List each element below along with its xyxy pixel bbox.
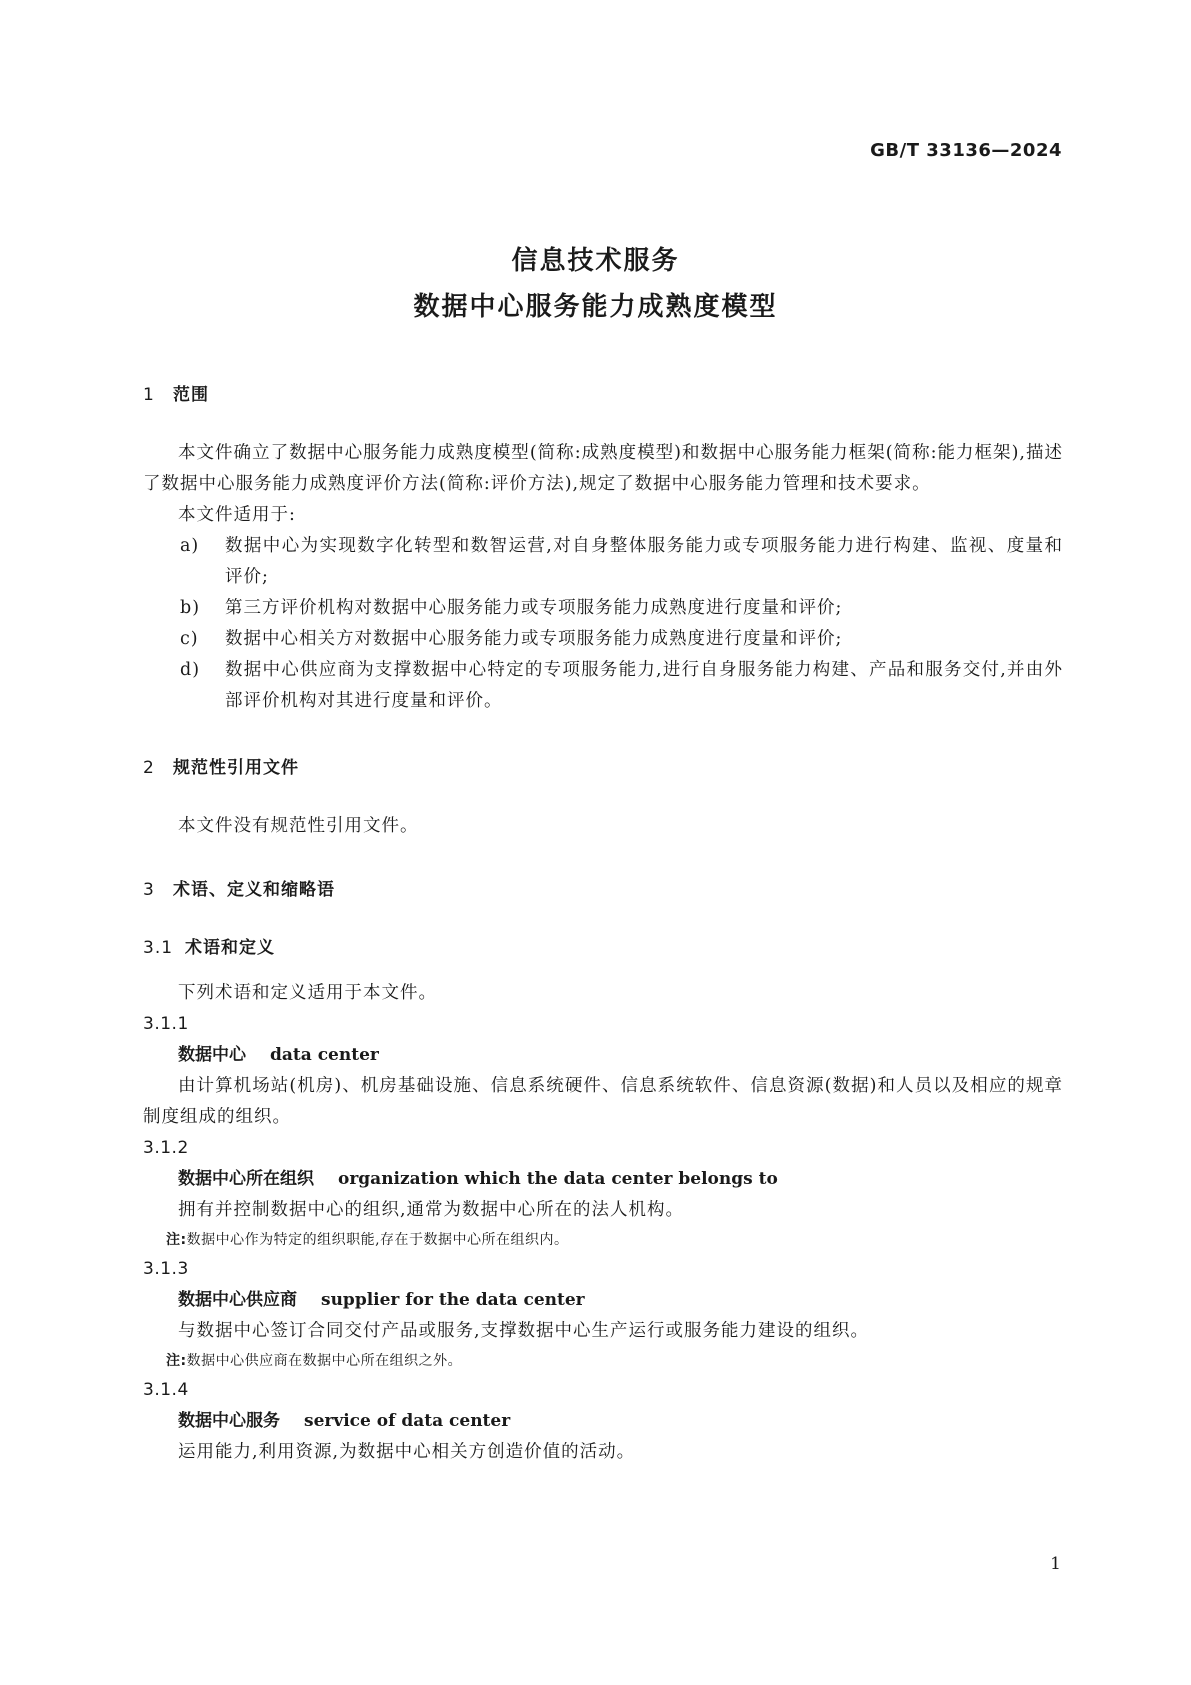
term-zh: 数据中心供应商 [178,1290,297,1310]
term-heading [143,1164,1063,1195]
term-zh: 数据中心所在组织 [178,1169,314,1189]
term-en: service of data center [304,1411,511,1431]
section-number: 2 [143,758,155,778]
paragraph: 本文件确立了数据中心服务能力成熟度模型(简称:成熟度模型)和数据中心服务能力框架(简称:能力框架),描述了数据中心服务能力成熟度评价方法(简称:评价方法),规定了数据中心服务能力管理和技术要求。 [143,443,1063,494]
section-title: 范围 [173,385,209,405]
term-en: supplier for the data center [321,1290,585,1310]
term-heading [143,1285,1063,1316]
section-1-heading [143,380,1063,405]
list-item-text: 数据中心供应商为支撑数据中心特定的专项服务能力,进行自身服务能力构建、产品和服务交付,并由外部评价机构对其进行度量和评价。 [225,660,1063,711]
term-number: 3.1.4 [143,1380,189,1400]
section-3-heading [143,875,1063,900]
document-title-line2: 数据中心服务能力成熟度模型 [413,292,778,322]
subsection-title: 术语和定义 [185,938,275,958]
term-zh: 数据中心服务 [178,1411,280,1431]
subsection-3-1-heading [143,933,1063,958]
term-note [143,1347,1063,1375]
list-marker: c) [180,629,199,649]
note-label: 注: [166,1353,187,1369]
term-en: data center [270,1045,379,1065]
list-item-text: 第三方评价机构对数据中心服务能力或专项服务能力成熟度进行度量和评价; [225,598,843,618]
term-number: 3.1.1 [143,1014,189,1034]
term-heading [143,1406,1063,1437]
section-2-heading [143,753,1063,778]
term-definition: 拥有并控制数据中心的组织,通常为数据中心所在的法人机构。 [178,1200,685,1220]
document-body [143,380,1063,1468]
section-number: 3 [143,880,155,900]
document-title-line1: 信息技术服务 [511,246,680,276]
term-en: organization which the data center belongs to [338,1169,778,1189]
list-item-text: 数据中心相关方对数据中心服务能力或专项服务能力成熟度进行度量和评价; [225,629,843,649]
term-definition: 由计算机场站(机房)、机房基础设施、信息系统硬件、信息系统软件、信息资源(数据)和人员以及相应的规章制度组成的组织。 [143,1076,1063,1127]
list-item [143,655,1063,717]
paragraph: 本文件没有规范性引用文件。 [178,816,419,836]
term-note [143,1226,1063,1254]
term-definition: 与数据中心签订合同交付产品或服务,支撑数据中心生产运行或服务能力建设的组织。 [178,1321,870,1341]
paragraph: 本文件适用于: [178,505,296,525]
list-item [143,531,1063,593]
section-number: 1 [143,385,155,405]
page-number: 1 [1050,1554,1061,1574]
note-text: 数据中心供应商在数据中心所在组织之外。 [186,1353,463,1369]
term-number: 3.1.2 [143,1138,189,1158]
list-item [143,593,1063,624]
list-marker: a) [180,536,200,556]
note-text: 数据中心作为特定的组织职能,存在于数据中心所在组织内。 [186,1232,569,1248]
term-definition: 运用能力,利用资源,为数据中心相关方创造价值的活动。 [178,1442,636,1462]
standard-code: GB/T 33136—2024 [870,140,1062,161]
section-title: 规范性引用文件 [173,758,299,778]
section-title: 术语、定义和缩略语 [173,880,335,900]
term-zh: 数据中心 [178,1045,246,1065]
note-label: 注: [166,1232,187,1248]
subsection-number: 3.1 [143,938,174,958]
list-marker: b) [180,598,201,618]
list-marker: d) [180,660,201,680]
paragraph: 下列术语和定义适用于本文件。 [178,983,437,1003]
list-item-text: 数据中心为实现数字化转型和数智运营,对自身整体服务能力或专项服务能力进行构建、监视、度量和评价; [225,536,1063,587]
term-heading [143,1040,1063,1071]
list-item [143,624,1063,655]
term-number: 3.1.3 [143,1259,189,1279]
